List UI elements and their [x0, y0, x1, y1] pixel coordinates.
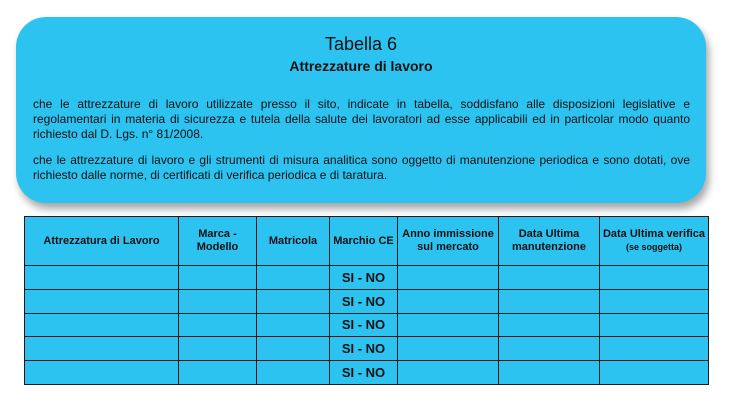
header-anno-immissione: Anno immissione sul mercato [398, 217, 499, 266]
table-row [25, 313, 709, 337]
table-cell-marchio-ce[interactable]: SI - NO [330, 266, 398, 290]
table-cell[interactable] [257, 337, 330, 361]
table-cell[interactable] [25, 289, 179, 313]
info-panel [16, 17, 706, 203]
table-cell[interactable] [499, 337, 600, 361]
table-row [25, 337, 709, 361]
table-row [25, 361, 709, 385]
header-data-manutenzione: Data Ultima manutenzione [499, 217, 600, 266]
table-cell[interactable] [25, 361, 179, 385]
table-cell[interactable] [499, 313, 600, 337]
panel-paragraph-1: che le attrezzature di lavoro utilizzate presso il sito, indicate in tabella, soddisfano alle disposizioni legislative e regolamentari in materia di sicurezza e tutela della salute dei lavoratori ad esse applicabili ed in particolar modo quanto richiesto dal D. Lgs. n° 81/2008. [33, 97, 690, 141]
table-cell[interactable] [179, 361, 257, 385]
table-cell[interactable] [600, 289, 709, 313]
table-cell[interactable] [600, 361, 709, 385]
table-row [25, 266, 709, 290]
table-cell[interactable] [398, 361, 499, 385]
table-cell[interactable] [25, 266, 179, 290]
table-cell[interactable] [600, 337, 709, 361]
table-cell[interactable] [179, 266, 257, 290]
table-cell[interactable] [600, 266, 709, 290]
table-cell[interactable] [398, 289, 499, 313]
table-cell[interactable] [398, 313, 499, 337]
table-cell[interactable] [600, 313, 709, 337]
header-matricola: Matricola [257, 217, 330, 266]
panel-paragraph-2: che le attrezzature di lavoro e gli strumenti di misura analitica sono oggetto di manutenzione periodica e sono dotati, ove richiesto dalle norme, di certificati di verifica periodica e di taratura. [33, 153, 690, 182]
table-cell[interactable] [257, 289, 330, 313]
header-data-verifica-note: (se soggetta) [625, 242, 682, 252]
header-marchio-ce: Marchio CE [330, 217, 398, 266]
table-cell[interactable] [257, 361, 330, 385]
table-cell-marchio-ce[interactable]: SI - NO [330, 313, 398, 337]
header-attrezzatura: Attrezzatura di Lavoro [25, 217, 179, 266]
table-cell[interactable] [179, 313, 257, 337]
table-cell[interactable] [499, 361, 600, 385]
panel-title: Tabella 6 [324, 34, 398, 54]
table-cell[interactable] [499, 289, 600, 313]
table-cell[interactable] [179, 337, 257, 361]
table-cell[interactable] [398, 266, 499, 290]
table-row [25, 289, 709, 313]
header-marca-modello: Marca - Modello [179, 217, 257, 266]
equipment-table [24, 216, 709, 385]
panel-subtitle: Attrezzature di lavoro [289, 58, 433, 74]
table-cell[interactable] [179, 289, 257, 313]
table-cell[interactable] [257, 313, 330, 337]
table-cell[interactable] [25, 313, 179, 337]
table-cell-marchio-ce[interactable]: SI - NO [330, 361, 398, 385]
table-cell[interactable] [499, 266, 600, 290]
table-cell-marchio-ce[interactable]: SI - NO [330, 337, 398, 361]
table-cell[interactable] [398, 337, 499, 361]
header-data-verifica [600, 217, 709, 266]
header-data-verifica-label: Data Ultima verifica [602, 228, 706, 240]
table-cell[interactable] [257, 266, 330, 290]
table-header-row [25, 217, 709, 266]
table-cell[interactable] [25, 337, 179, 361]
table-cell-marchio-ce[interactable]: SI - NO [330, 289, 398, 313]
